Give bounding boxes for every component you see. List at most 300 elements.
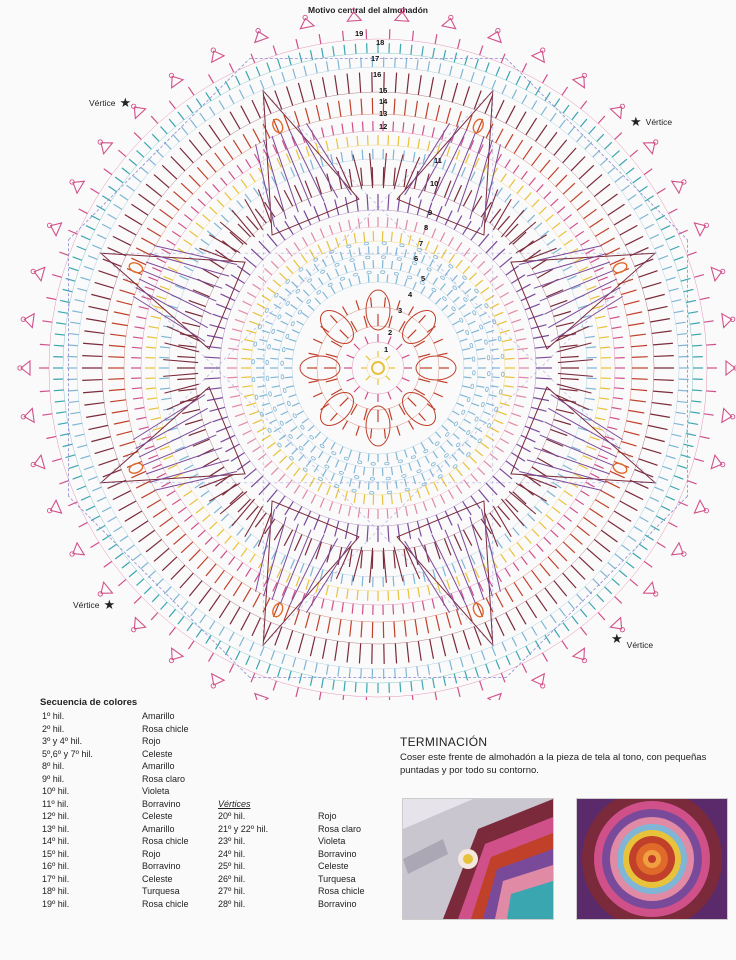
stitch-mark [42,414,52,415]
stitch-mark [204,357,220,358]
stitch-mark [199,588,211,604]
picot-loop [69,551,75,557]
stitch-mark [134,408,144,410]
stitch-mark [595,228,609,236]
stitch-mark [134,327,144,329]
stitch-mark [228,348,238,349]
stitch-mark [557,207,565,214]
stitch-mark [536,378,552,379]
stitch-mark [301,254,307,262]
stitch-mark [639,271,658,278]
stitch-mark [554,140,567,155]
stitch-mark [432,498,436,507]
stitch-mark [489,395,497,397]
stitch-mark [452,455,457,461]
stitch-mark [227,377,237,378]
chain-stitch [311,456,316,461]
stitch-mark [136,317,146,319]
stitch-mark [676,412,686,413]
ring-outline [155,145,601,591]
picot-loop [581,657,587,663]
chain-stitch [487,371,490,376]
stitch-mark [412,695,413,700]
stitch-mark [688,312,698,314]
stitch-mark [546,515,554,522]
stitch-mark [450,660,452,670]
chain-stitch [282,347,285,352]
chain-stitch [448,264,453,269]
stitch-mark [193,439,210,446]
stitch-mark [506,656,510,665]
stitch-mark [354,465,356,473]
stitch-mark [471,496,480,509]
stitch-mark [237,528,243,536]
stitch-mark [216,304,231,310]
stitch-mark [509,179,515,187]
stitch-mark [404,169,407,187]
stitch-mark [243,301,252,305]
stitch-mark [174,534,186,544]
stitch-mark [452,321,459,325]
sequence-row-color: Celeste [142,873,173,884]
stitch-mark [331,287,335,294]
stitch-mark [449,254,455,262]
stitch-mark [505,134,513,148]
stitch-mark [306,146,309,156]
stitch-mark [464,358,472,359]
stitch-mark [120,441,135,446]
stitch-mark [478,468,485,475]
stitch-mark [669,288,679,291]
stitch-mark [358,276,360,284]
sequence-row-color: Borravino [318,848,357,859]
stitch-mark [601,490,615,498]
fan-stitch [163,373,198,376]
stitch-mark [86,319,106,322]
stitch-mark [236,651,240,660]
stitch-mark [187,623,193,631]
pillow-center-image [577,799,727,919]
stitch-mark [54,345,64,346]
stitch-mark [393,605,394,615]
stitch-mark [238,422,247,426]
stitch-mark [518,348,528,349]
chain-stitch [271,329,275,334]
stitch-mark [412,31,413,41]
sequence-row-color: Rosa chicle [142,836,189,846]
stitch-mark [516,651,520,660]
fan-stitch [256,144,275,227]
stitch-mark [622,185,630,191]
stitch-mark [203,515,211,522]
stitch-mark [327,665,329,675]
stitch-mark [273,681,276,691]
stitch-mark [198,530,205,537]
stitch-mark [336,460,339,467]
stitch-mark [267,443,275,449]
stitch-mark [417,489,420,499]
sequence-row-label: 8º hil. [42,761,65,771]
stitch-mark [440,233,444,242]
stitch-mark [365,337,368,344]
chain-stitch [485,387,488,392]
stitch-mark [251,476,263,487]
stitch-mark [295,111,300,126]
stitch-mark [146,347,156,348]
chain-stitch [324,464,329,468]
stitch-mark [606,481,620,488]
stitch-mark [362,150,363,160]
stitch-mark [628,410,644,413]
stitch-mark [136,481,150,488]
termination-heading: TERMINACIÓN [400,735,488,749]
chain-stitch [252,359,255,364]
stitch-mark [628,195,636,201]
picot-stitch [69,543,84,560]
stitch-mark [408,398,416,406]
stitch-mark [182,127,188,135]
stitch-mark [426,241,430,250]
chain-stitch [440,275,445,280]
stitch-mark [58,423,68,425]
stitch-mark [621,441,636,446]
stitch-mark [365,392,368,399]
stitch-mark [513,232,526,244]
stitch-mark [434,245,438,254]
stitch-mark [171,565,185,579]
stitch-mark [458,39,460,49]
fan-stitch [558,373,593,376]
stitch-mark [692,390,702,391]
stitch-mark [141,167,149,173]
stitch-mark [543,653,548,662]
chain-stitch [466,430,471,435]
stitch-mark [502,394,512,396]
stitch-mark [513,165,519,173]
stitch-mark [454,674,456,684]
stitch-mark [674,311,684,313]
sequence-row-color: Amarillo [142,761,175,771]
stitch-mark [173,594,180,602]
stitch-mark [640,517,649,522]
stitch-mark [357,590,358,600]
stitch-mark [178,223,186,229]
stitch-mark [395,57,396,67]
stitch-mark [651,206,660,211]
stitch-mark [678,345,688,346]
stitch-mark [273,450,281,456]
stitch-mark [154,175,169,188]
stitch-mark [273,280,281,286]
stitch-mark [475,450,483,456]
fan-stitch [501,499,524,526]
stitch-mark [398,136,399,146]
stitch-mark [277,403,284,406]
stitch-mark [241,179,247,187]
chain-stitch [401,474,406,478]
stitch-mark [359,481,360,489]
stitch-mark [502,340,512,342]
stitch-mark [630,150,638,156]
stitch-mark [687,252,696,255]
stitch-mark [214,507,221,514]
ring-outline [63,53,693,683]
stitch-mark [387,246,388,254]
stitch-mark [368,217,369,227]
stitch-mark [657,188,665,193]
stitch-mark [285,358,293,359]
stitch-mark [108,357,124,358]
sequence-row-label: 14º hil. [42,836,70,846]
stitch-mark [630,334,646,336]
stitch-mark [393,576,394,586]
stitch-mark [215,570,225,583]
stitch-mark [149,326,159,328]
stitch-mark [386,376,390,380]
stitch-mark [395,73,396,93]
stitch-mark [632,379,648,380]
stitch-mark [286,462,293,469]
picot-stitch [252,694,268,700]
stitch-mark [110,334,126,336]
stitch-mark [339,222,342,232]
stitch-mark [563,465,572,470]
stitch-mark [272,386,280,387]
stitch-mark [550,113,556,121]
stitch-mark [315,63,317,73]
stitch-mark [156,437,166,440]
stitch-mark [91,542,99,547]
stitch-mark [554,99,560,107]
stitch-mark [413,124,414,134]
stitch-mark [132,347,142,348]
stitch-mark [151,116,158,123]
stitch-mark [278,254,285,262]
stitch-mark [274,304,281,308]
stitch-mark [338,666,339,676]
stitch-mark [704,321,714,322]
stitch-mark [528,514,535,521]
stitch-mark [666,456,676,459]
row-number: 13 [379,109,388,118]
stitch-mark [558,499,566,505]
stitch-mark [624,301,639,305]
stitch-mark [118,579,126,585]
row-number: 14 [379,97,388,106]
page-title: Motivo central del almohadón [308,5,428,15]
picot-loop [681,551,687,557]
stitch-mark [201,239,209,245]
stitch-mark [132,388,142,389]
stitch-mark [181,542,193,553]
stitch-mark [368,246,369,254]
stitch-mark [396,344,402,350]
stitch-mark [110,400,126,402]
stitch-mark [230,232,243,244]
stitch-mark [77,246,86,250]
sequence-row-color: Rosa claro [318,823,362,834]
stitch-mark [225,193,232,201]
stitch-mark [181,183,193,194]
stitch-mark [345,265,347,273]
stitch-mark [432,128,434,138]
stitch-mark [54,390,64,391]
stitch-mark [92,487,101,491]
fan-stitch [481,509,500,592]
chain-line [69,496,250,677]
stitch-mark [327,103,330,119]
stitch-mark [114,526,123,531]
stitch-mark [666,496,675,500]
vertex-text: Vértice [645,116,673,127]
stitch-mark [599,398,609,399]
stitch-mark [184,215,192,221]
chain-stitch [340,277,345,281]
stitch-mark [336,139,338,149]
sequence-row-label: 16º hil. [42,861,70,871]
stitch-mark [356,300,359,310]
stitch-mark [408,589,409,599]
stitch-mark [471,474,478,482]
stitch-mark [614,347,624,348]
stitch-mark [419,413,426,420]
stitch-mark [474,339,482,341]
stitch-mark [465,56,468,66]
stitch-mark [434,482,438,491]
stitch-mark [311,284,316,290]
stitch-mark [690,323,700,324]
stitch-mark [331,473,334,480]
stitch-mark [496,618,505,636]
stitch-mark [79,209,88,214]
stitch-mark [597,326,607,328]
stitch-mark [342,124,343,134]
stitch-mark [46,298,56,300]
stitch-mark [256,67,260,76]
stitch-mark [233,186,239,194]
chain-stitch [400,244,405,247]
stitch-mark [417,460,420,467]
stitch-mark [430,639,434,659]
stitch-mark [304,66,306,76]
stitch-mark [612,151,619,158]
stitch-mark [361,621,362,637]
stitch-mark [633,177,641,183]
stitch-mark [302,419,308,424]
stitch-mark [209,653,214,662]
stitch-mark [200,113,206,121]
stitch-mark [197,557,208,569]
stitch-mark [654,356,674,357]
stitch-mark [526,601,537,618]
stitch-mark [559,608,565,616]
stitch-mark [570,534,582,544]
stitch-mark [313,339,322,343]
stitch-mark [298,83,303,102]
picot-loop [168,72,174,78]
vertex-label-top-right [630,115,672,128]
sequence-row-label: 25º hil. [218,861,246,871]
stitch-mark [557,523,565,530]
chain-stitch [381,271,386,274]
stitch-mark [545,132,557,148]
stitch-mark [209,125,220,141]
stitch-mark [58,312,68,314]
stitch-mark [581,240,590,245]
stitch-mark [587,286,596,290]
stitch-mark [422,46,423,56]
stitch-mark [254,188,260,196]
stitch-mark [304,211,311,225]
stitch-mark [418,75,421,95]
stitch-mark [52,275,62,278]
stitch-mark [347,74,349,94]
sequence-row-label: 10º hil. [42,786,70,796]
stitch-mark [500,330,510,333]
stitch-mark [323,292,328,298]
stitch-mark [109,389,125,390]
stitch-mark [288,56,291,66]
stitch-mark [449,237,454,246]
chain-stitch [289,456,294,461]
stitch-mark [338,60,339,70]
stitch-mark [456,485,462,493]
stitch-mark [590,437,600,440]
stitch-mark [148,277,157,281]
stitch-mark [125,511,142,521]
stitch-mark [601,238,615,246]
stitch-mark [237,461,250,470]
stitch-mark [439,63,441,73]
stitch-mark [329,225,332,234]
stitch-mark [267,287,275,293]
stitch-mark [344,681,345,691]
stitch-mark [648,306,668,310]
stitch-mark [141,562,149,568]
chain-stitch [472,357,475,362]
stitch-mark [139,427,149,429]
row-number: 17 [371,54,380,63]
stitch-mark [172,499,180,505]
stitch-mark [480,420,487,424]
stitch-mark [196,507,204,513]
stitch-mark [525,536,532,544]
stitch-mark [478,377,486,378]
stitch-mark [216,87,221,96]
stitch-mark [303,290,309,296]
chain-stitch [255,395,259,400]
stitch-mark [600,571,607,578]
stitch-mark [288,671,291,681]
stitch-mark [185,311,202,316]
stitch-mark [209,74,214,83]
stitch-mark [291,427,297,432]
stitch-mark [525,193,532,201]
stitch-mark [292,282,298,288]
stitch-mark [72,311,82,313]
stitch-mark [156,296,166,299]
stitch-mark [572,112,578,120]
chain-stitch [254,342,257,347]
stitch-mark [562,87,568,95]
stitch-mark [605,437,615,440]
stitch-mark [400,682,401,692]
stitch-mark [652,331,672,334]
row-number: 19 [355,29,364,38]
stitch-mark [684,444,694,446]
chain-stitch [369,491,374,494]
stitch-mark [417,60,418,70]
